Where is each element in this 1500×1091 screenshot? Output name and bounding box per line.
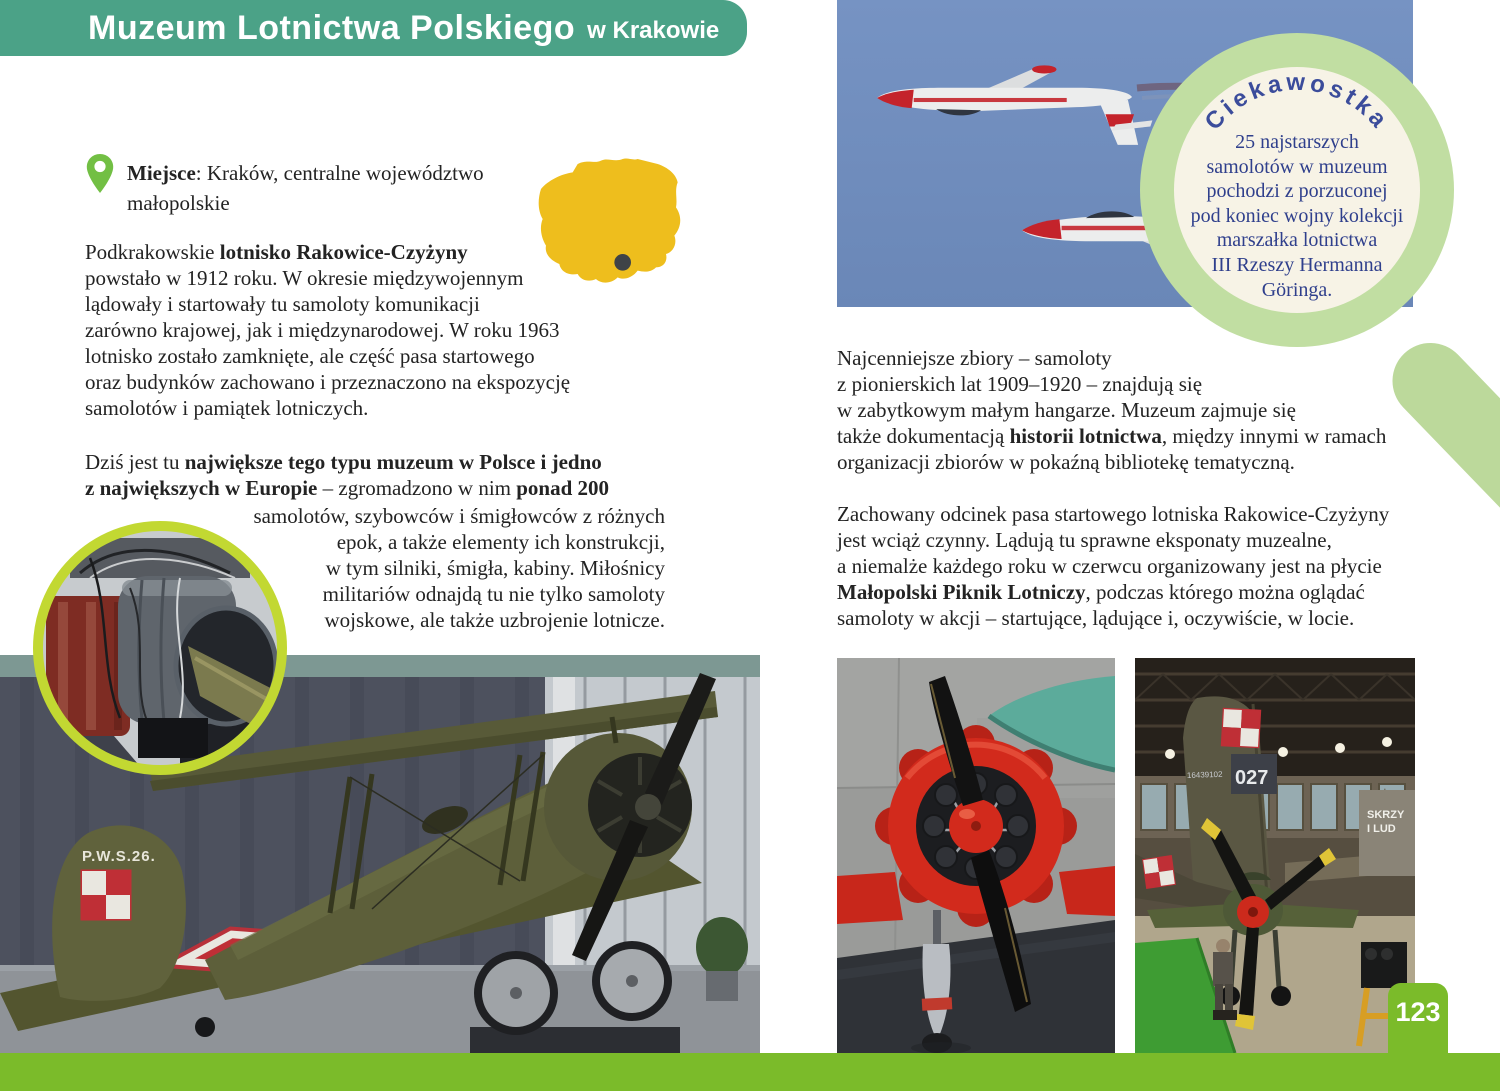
paragraph-history: Podkrakowskie lotnisko Rakowice-Czyżyny powstało w 1912 roku. W okresie międzywojennym lądowały i startowały tu samoloty komunikacji zarówno krajowej, jak i międzynarodowej. W roku 1963 lotnisko zostało zamknięte, ale część pasa startowego oraz budynków zachowano i przeznaczono na ekspozycję samolotów i pamiątek lotniczych.: [85, 240, 571, 420]
paragraph-museum-intro: Dziś jest tu największe tego typu muzeum w Polsce i jedno z największych w Europie – zgromadzono w nim ponad 200: [85, 450, 610, 500]
photo-red-plane-propeller: [837, 658, 1115, 1058]
page-number: 123: [1395, 997, 1441, 1027]
magnifier-handle: [1377, 327, 1500, 552]
tail-number: 027: [1235, 767, 1269, 789]
paragraph-museum-wrap: samolotów, szybowców i śmigłowców z różnych epok, a także elementy ich konstrukcji, w tym silniki, śmigła, kabiny. Miłośnicy militariów odnajdą tu nie tylko samoloty wojskowe, ale także uzbrojenie lotnicze.: [253, 504, 665, 632]
page-title: Muzeum Lotnictwa Polskiego: [88, 8, 576, 47]
ciekawostka-callout: [1140, 33, 1454, 347]
paragraph-collections: Najcenniejsze zbiory – samoloty z pionierskich lat 1909–1920 – znajdują się w zabytkowym małym hangarze. Muzeum zajmuje się także dokumentacją historii lotnictwa, między innymi w ramach organizacji zbiorów w pokaźną bibliotekę tematyczną.: [837, 346, 1387, 474]
page-number-tab: [1388, 983, 1448, 1055]
paragraph-runway: Zachowany odcinek pasa startowego lotniska Rakowice-Czyżyny jest wciąż czynny. Lądują tu sprawne eksponaty muzealne, a niemalże każdego roku w czerwcu organizowany jest na płycie Małopolski Piknik Lotniczy, podczas którego można oglądać samoloty w akcji – startujące, lądujące i, oczywiście, w locie.: [837, 502, 1390, 630]
tail-serial: 16439102: [1186, 769, 1223, 780]
page-subtitle: w Krakowie: [587, 17, 720, 44]
svg-text:Ciekawostka: [1200, 69, 1395, 136]
krakow-dot: [614, 254, 631, 271]
footer-bar: [0, 1053, 1500, 1091]
photo-engine-inset: [30, 518, 290, 783]
title-banner: [0, 0, 747, 56]
checkerboard-insignia: [1143, 856, 1175, 888]
sign-text: SKRZY: [1367, 809, 1405, 821]
checkerboard-insignia: [82, 871, 130, 919]
biplane-tail-code: P.W.S.26.: [82, 848, 156, 865]
ciekawostka-title: Ciekawostka: [1199, 68, 1395, 136]
location-text: Miejsce: Kraków, centralne województwo małopolskie: [127, 161, 484, 215]
checkerboard-insignia: [1222, 709, 1260, 747]
photo-museum-hall: [1135, 658, 1415, 1058]
location-pin-icon: [86, 153, 114, 204]
radial-engine-cowl: [875, 725, 1077, 927]
sign-text: I LUD: [1367, 823, 1396, 835]
ciekawostka-text: 25 najstarszych samolotów w muzeum pochodzi z porzuconej pod koniec wojny kolekcji marszałka lotnictwa III Rzeszy Hermanna Göringa.: [1190, 131, 1404, 301]
